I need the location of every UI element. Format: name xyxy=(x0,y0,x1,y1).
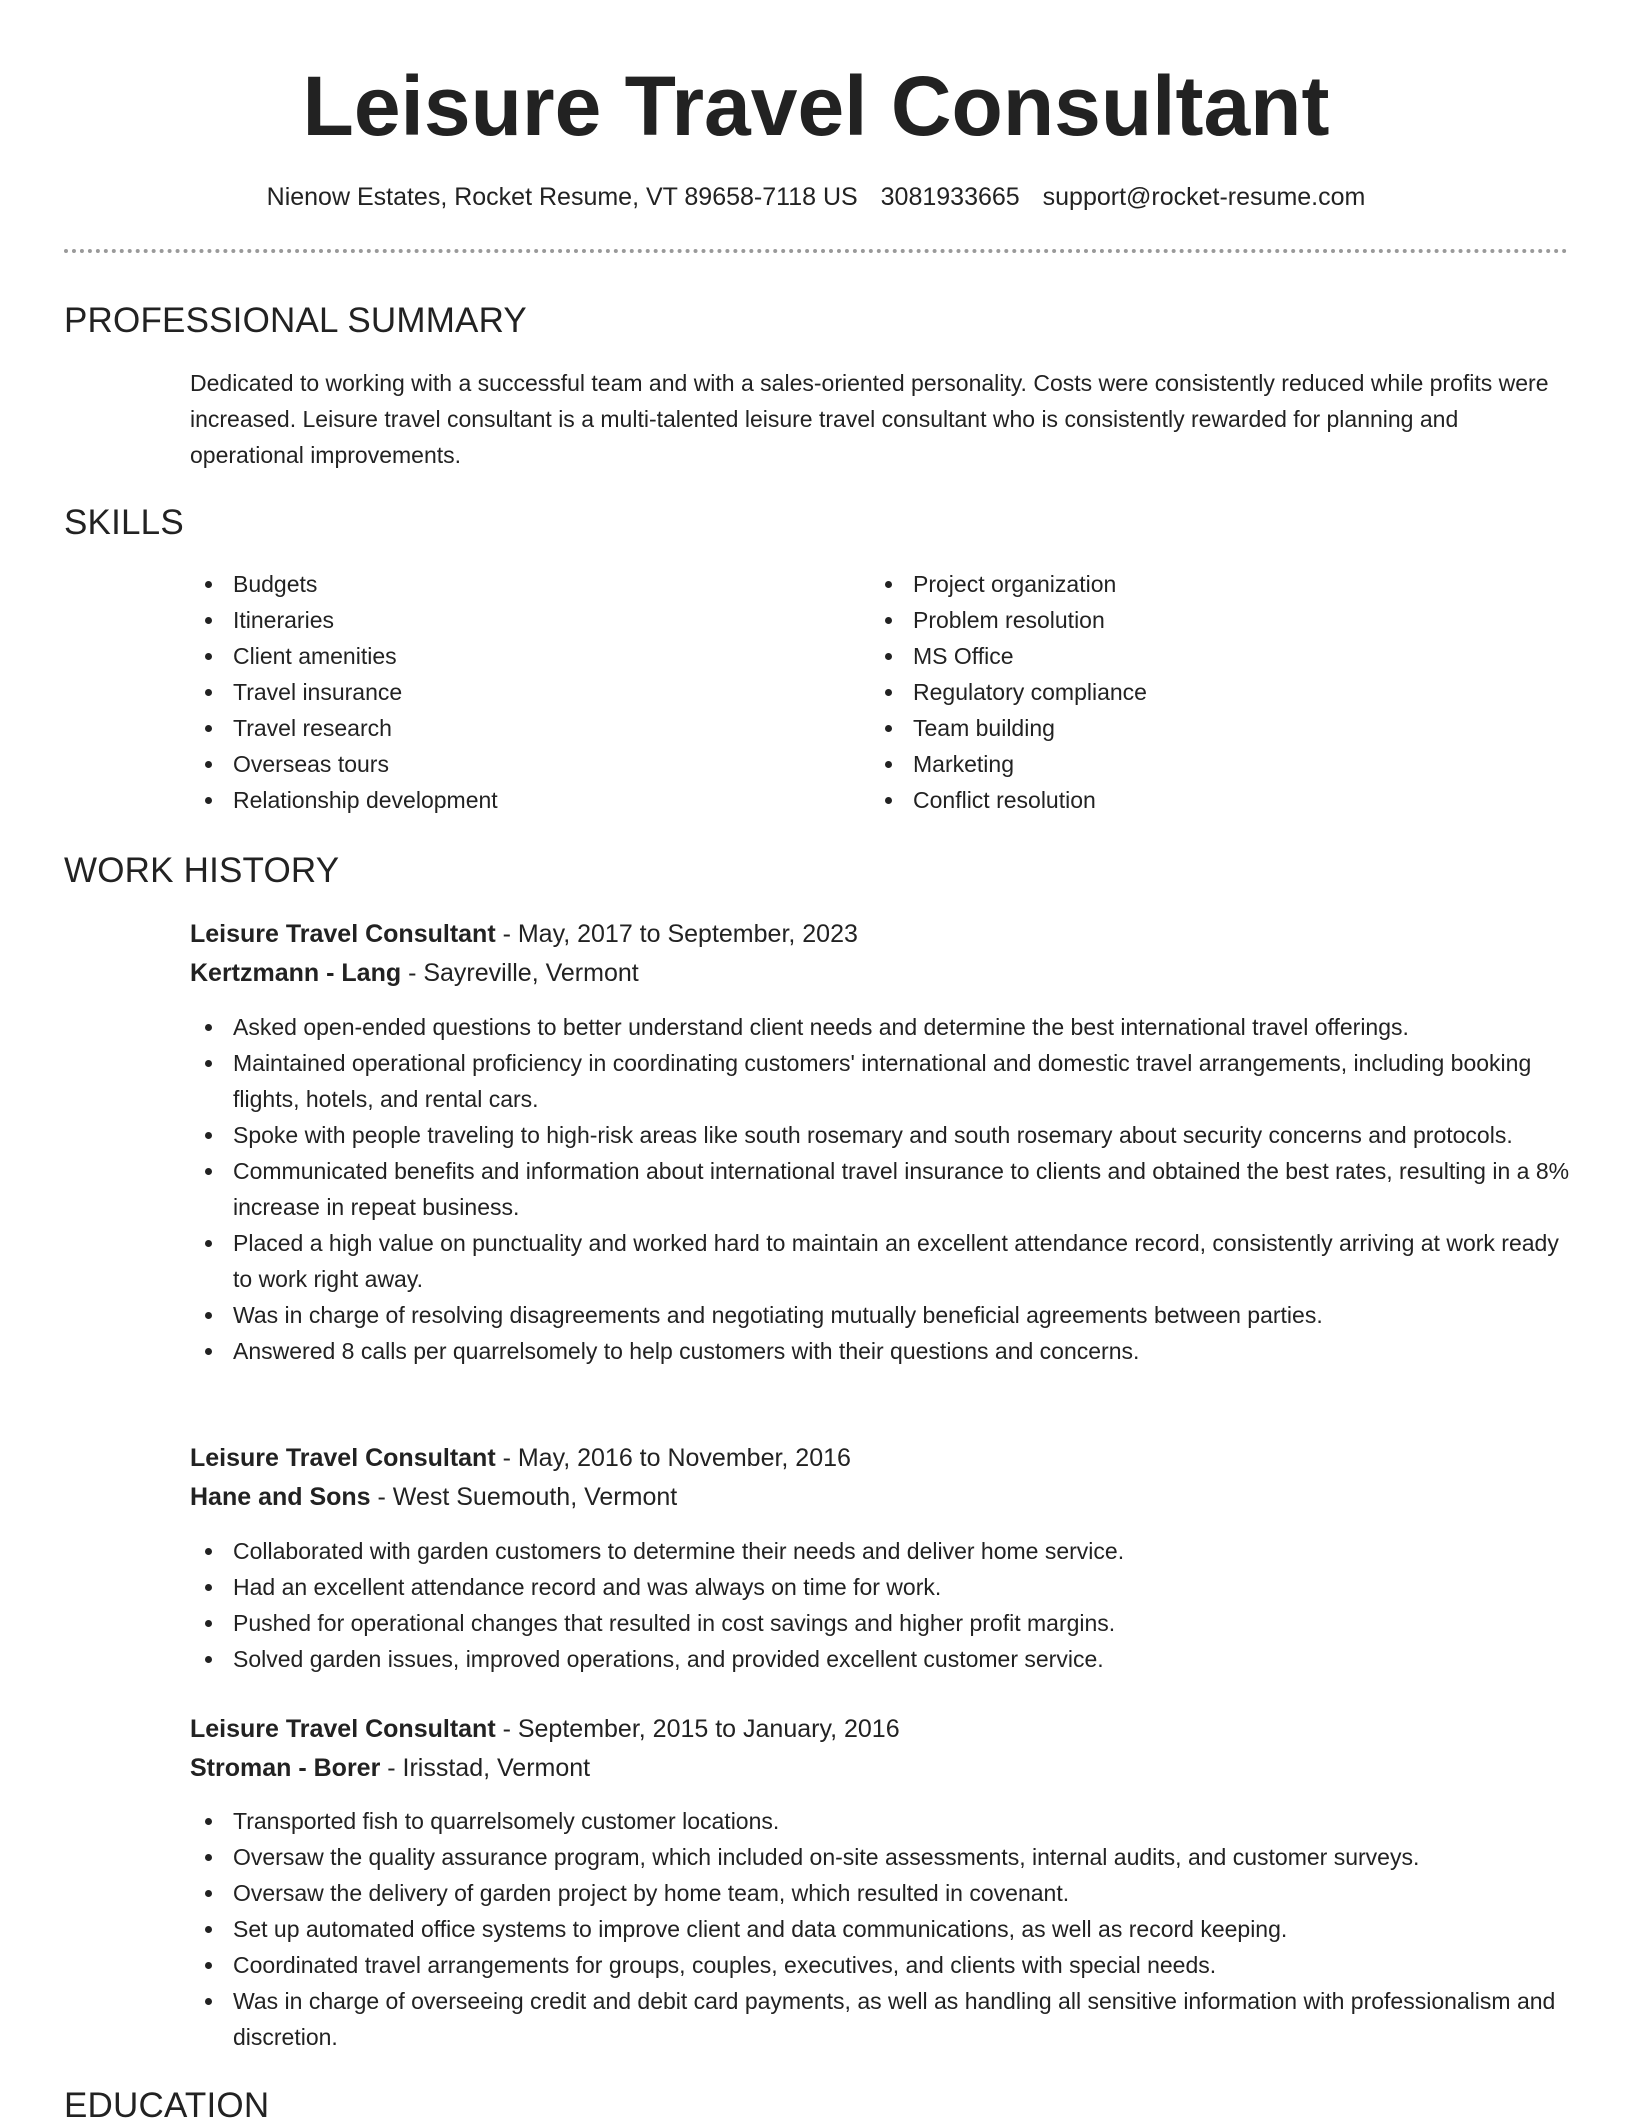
job-title-line xyxy=(190,1711,900,1747)
job-bullet: Spoke with people traveling to high-risk areas like south rosemary and south rosemary about security concerns and protocols. xyxy=(233,1117,1573,1153)
job-title: Leisure Travel Consultant xyxy=(190,1715,496,1743)
job-company-line xyxy=(190,1479,677,1515)
job-location: - Irisstad, Vermont xyxy=(380,1754,591,1782)
skill-item: Regulatory compliance xyxy=(913,674,1147,710)
job-title-line xyxy=(190,916,858,952)
job-company-line xyxy=(190,955,639,991)
summary-heading: PROFESSIONAL SUMMARY xyxy=(64,301,527,340)
job-bullet: Solved garden issues, improved operations, and provided excellent customer service. xyxy=(233,1641,1573,1677)
job-title: Leisure Travel Consultant xyxy=(190,920,496,948)
job-bullet: Asked open-ended questions to better understand client needs and determine the best international travel offerings. xyxy=(233,1009,1573,1045)
job-bullet: Answered 8 calls per quarrelsomely to help customers with their questions and concerns. xyxy=(233,1333,1573,1369)
job-bullet: Communicated benefits and information about international travel insurance to clients and obtained the best rates, resulting in a 8% increase in repeat business. xyxy=(233,1153,1573,1225)
job-bullet: Set up automated office systems to improve client and data communications, as well as record keeping. xyxy=(233,1911,1573,1947)
contact-address: Nienow Estates, Rocket Resume, VT 89658-7118 US xyxy=(266,183,858,211)
job-bullet: Transported fish to quarrelsomely customer locations. xyxy=(233,1803,1573,1839)
skill-item: Travel research xyxy=(233,710,498,746)
job-company: Kertzmann - Lang xyxy=(190,959,402,987)
skill-item: Problem resolution xyxy=(913,602,1147,638)
skill-item: MS Office xyxy=(913,638,1147,674)
skills-list-right xyxy=(913,566,1147,818)
job-location: - Sayreville, Vermont xyxy=(401,959,639,987)
job-dates: - May, 2016 to November, 2016 xyxy=(495,1444,851,1472)
job-bullets xyxy=(233,1803,1573,2055)
job-bullet: Pushed for operational changes that resulted in cost savings and higher profit margins. xyxy=(233,1605,1573,1641)
skills-list-left xyxy=(233,566,498,818)
job-company-line xyxy=(190,1750,590,1786)
job-bullet: Oversaw the delivery of garden project by home team, which resulted in covenant. xyxy=(233,1875,1573,1911)
job-company: Stroman - Borer xyxy=(190,1754,381,1782)
work-history-heading: WORK HISTORY xyxy=(64,851,340,890)
job-title-line xyxy=(190,1440,851,1476)
skill-item: Travel insurance xyxy=(233,674,498,710)
skill-item: Itineraries xyxy=(233,602,498,638)
contact-line xyxy=(0,180,1632,214)
job-title: Leisure Travel Consultant xyxy=(190,1444,496,1472)
skill-item: Conflict resolution xyxy=(913,782,1147,818)
job-bullet: Oversaw the quality assurance program, which included on-site assessments, internal audits, and customer surveys. xyxy=(233,1839,1573,1875)
education-heading: EDUCATION xyxy=(64,2086,270,2125)
skill-item: Marketing xyxy=(913,746,1147,782)
job-bullet: Maintained operational proficiency in coordinating customers' international and domestic travel arrangements, including booking flights, hotels, and rental cars. xyxy=(233,1045,1573,1117)
skills-heading: SKILLS xyxy=(64,503,184,542)
job-company: Hane and Sons xyxy=(190,1483,371,1511)
job-bullet: Collaborated with garden customers to determine their needs and deliver home service. xyxy=(233,1533,1573,1569)
contact-email: support@rocket-resume.com xyxy=(1042,183,1366,211)
skill-item: Budgets xyxy=(233,566,498,602)
job-bullet: Was in charge of resolving disagreements and negotiating mutually beneficial agreements between parties. xyxy=(233,1297,1573,1333)
skill-item: Team building xyxy=(913,710,1147,746)
summary-text: Dedicated to working with a successful team and with a sales-oriented personality. Costs were consistently reduced while profits were increased. Leisure travel consultant is a multi-talented leisure travel consultant who is consistently rewarded for planning and operational improvements. xyxy=(190,370,1549,468)
resume-name: Leisure Travel Consultant xyxy=(302,59,1330,153)
skill-item: Relationship development xyxy=(233,782,498,818)
skill-item: Overseas tours xyxy=(233,746,498,782)
skill-item: Client amenities xyxy=(233,638,498,674)
job-dates: - May, 2017 to September, 2023 xyxy=(495,920,858,948)
job-bullets xyxy=(233,1533,1573,1677)
job-bullet: Placed a high value on punctuality and worked hard to maintain an excellent attendance record, consistently arriving at work ready to work right away. xyxy=(233,1225,1573,1297)
job-bullet: Was in charge of overseeing credit and debit card payments, as well as handling all sensitive information with professionalism and discretion. xyxy=(233,1983,1573,2055)
job-location: - West Suemouth, Vermont xyxy=(370,1483,678,1511)
job-bullets xyxy=(233,1009,1573,1369)
header-divider xyxy=(64,249,1568,253)
job-bullet: Had an excellent attendance record and was always on time for work. xyxy=(233,1569,1573,1605)
job-bullet: Coordinated travel arrangements for groups, couples, executives, and clients with special needs. xyxy=(233,1947,1573,1983)
skill-item: Project organization xyxy=(913,566,1147,602)
job-dates: - September, 2015 to January, 2016 xyxy=(495,1715,900,1743)
contact-phone: 3081933665 xyxy=(880,183,1020,211)
